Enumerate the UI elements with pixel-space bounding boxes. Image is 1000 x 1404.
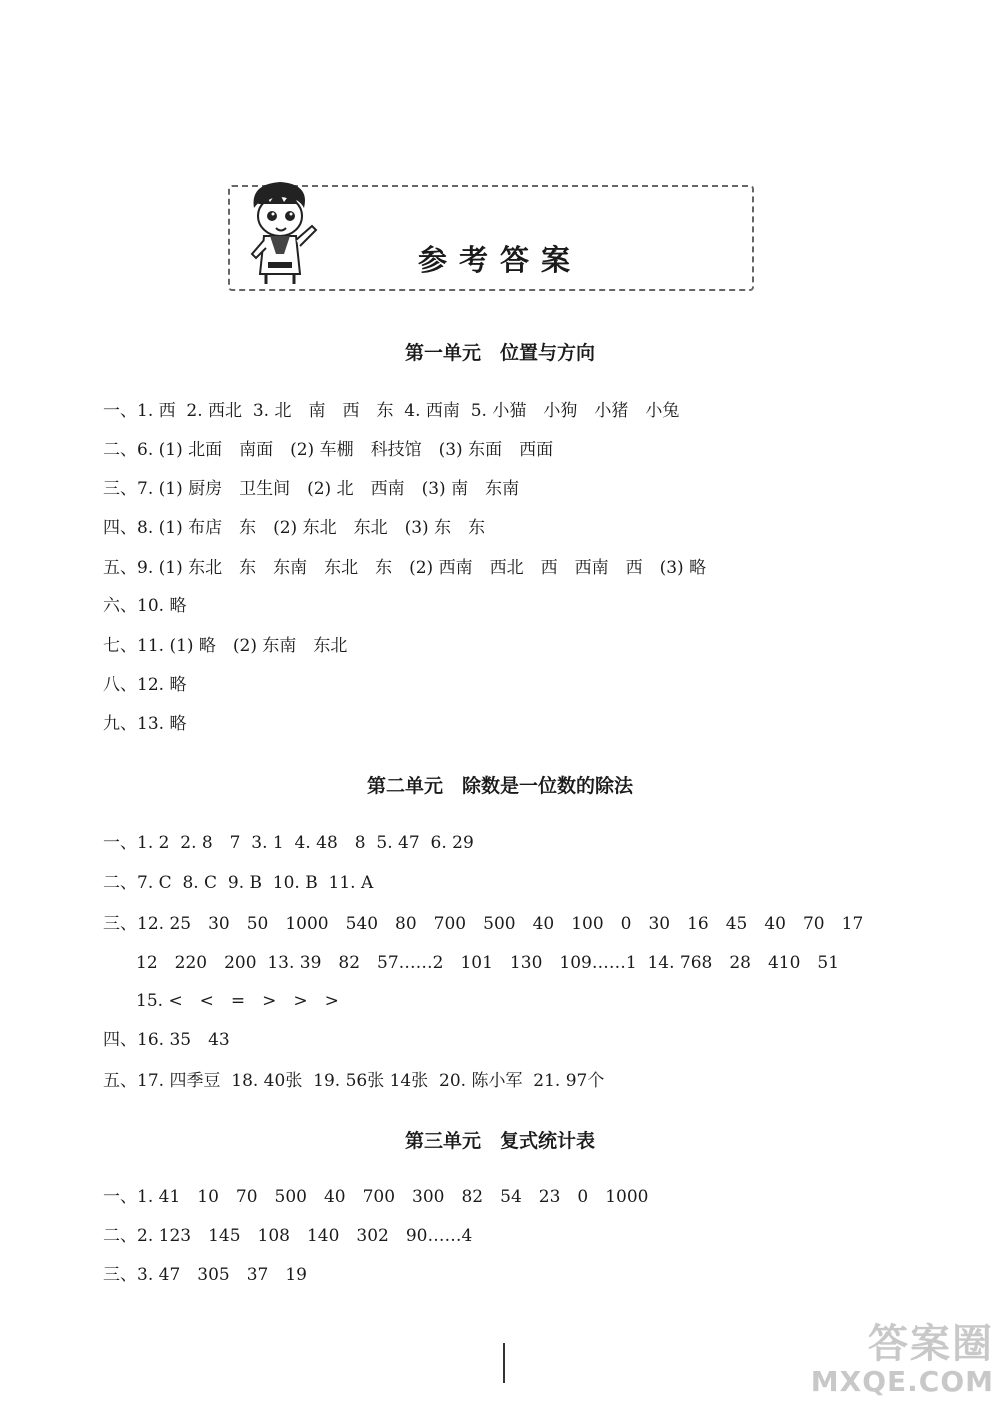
answer-line: 五、17. 四季豆 18. 40张 19. 56张 14张 20. 陈小军 21. 97个	[103, 1071, 605, 1091]
unit-1-title: 第一单元 位置与方向	[404, 342, 595, 364]
watermark-url: MXQE.COM	[810, 1365, 994, 1398]
answer-line: 三、7. (1) 厨房 卫生间 (2) 北 西南 (3) 南 东南	[103, 479, 520, 499]
answer-line: 四、8. (1) 布店 东 (2) 东北 东北 (3) 东 东	[103, 518, 486, 538]
answer-line: 一、1. 2 2. 8 7 3. 1 4. 48 8 5. 47 6. 29	[103, 833, 474, 853]
answer-line: 二、6. (1) 北面 南面 (2) 车棚 科技馆 (3) 东面 西面	[103, 440, 554, 460]
answer-line: 一、1. 西 2. 西北 3. 北 南 西 东 4. 西南 5. 小猫 小狗 小猪 小兔	[103, 401, 680, 421]
answer-line: 二、2. 123 145 108 140 302 90……4	[103, 1226, 473, 1246]
answer-line: 三、3. 47 305 37 19	[103, 1265, 307, 1285]
cartoon-boy-icon	[240, 178, 320, 286]
answer-line: 六、10. 略	[103, 596, 187, 616]
answer-line: 二、7. C 8. C 9. B 10. B 11. A	[103, 873, 374, 893]
answer-line: 七、11. (1) 略 (2) 东南 东北	[103, 636, 348, 656]
watermark	[811, 1312, 994, 1398]
answer-line: 三、12. 25 30 50 1000 540 80 700 500 40 100 0 30 16 45 40 70 17	[103, 914, 864, 934]
watermark-text: 答案圈	[868, 1321, 994, 1367]
unit-2-title: 第二单元 除数是一位数的除法	[366, 775, 633, 797]
answer-line: 五、9. (1) 东北 东 东南 东北 东 (2) 西南 西北 西 西南 西 (3) 略	[103, 558, 707, 578]
page-title: 参考答案	[418, 243, 583, 277]
unit-3-title: 第三单元 复式统计表	[404, 1130, 595, 1152]
answer-line: 四、16. 35 43	[103, 1030, 230, 1050]
answer-line: 八、12. 略	[103, 675, 187, 695]
answer-line: 九、13. 略	[103, 714, 187, 734]
answer-line: 12 220 200 13. 39 82 57……2 101 130 109……1 14. 768 28 410 51	[136, 953, 840, 973]
answer-line: 15. < < = > > >	[136, 991, 339, 1011]
divider-mark	[503, 1343, 505, 1383]
answer-line: 一、1. 41 10 70 500 40 700 300 82 54 23 0 1000	[103, 1187, 649, 1207]
